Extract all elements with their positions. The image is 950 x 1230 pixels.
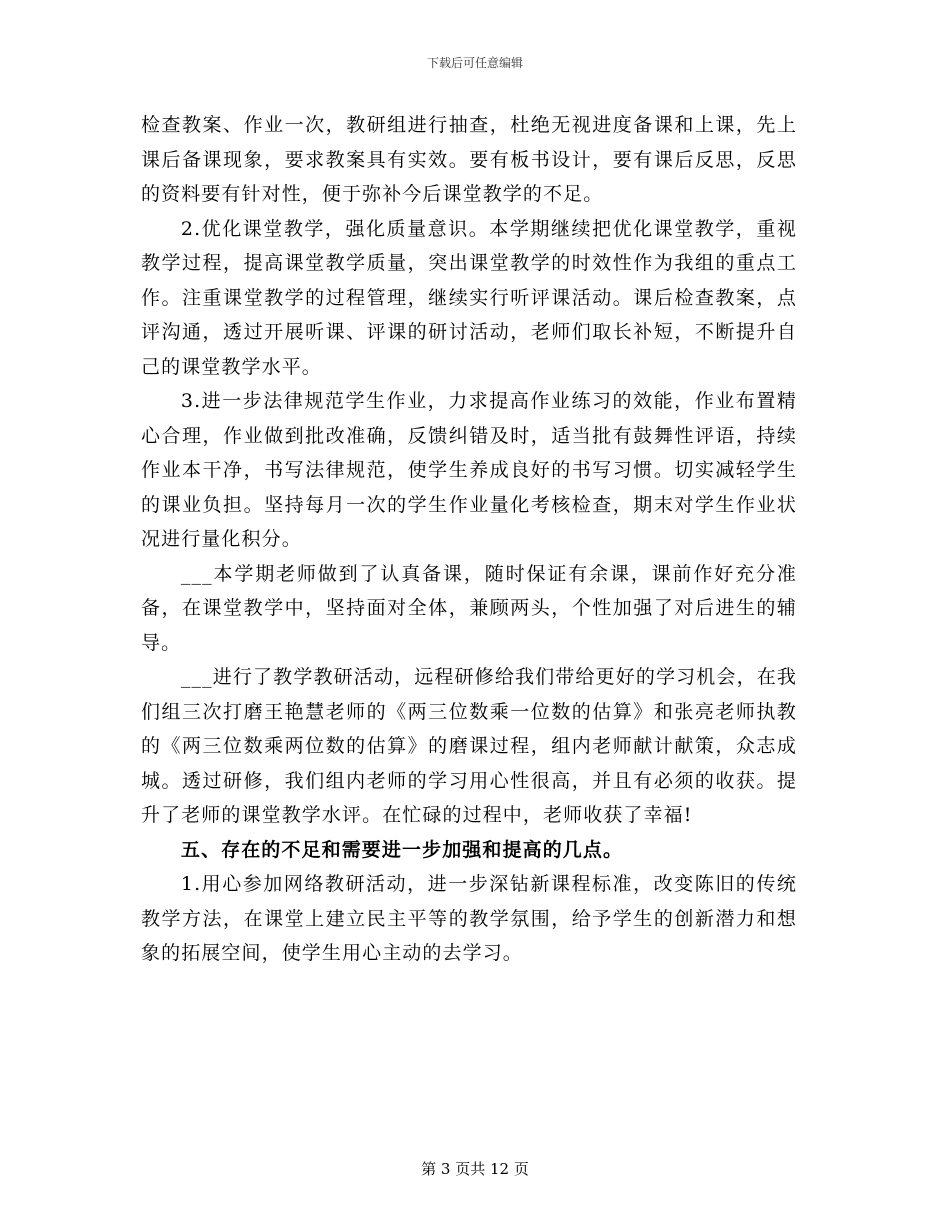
paragraph-lesson-preparation: ___本学期老师做到了认真备课，随时保证有余课，课前作好充分准备，在课堂教学中，坚持面对全体，兼顾两头，个性加强了对后进生的辅导。: [141, 562, 797, 654]
document-body: [141, 108, 797, 971]
paragraph-optimize-teaching: 2.优化课堂教学，强化质量意识。本学期继续把优化课堂教学，重视教学过程，提高课堂教学质量，突出课堂教学的时效性作为我组的重点工作。注重课堂教学的过程管理，继续实行听评课活动。课后检查教案，点评沟通，透过开展听课、评课的研讨活动，老师们取长补短，不断提升自己的课堂教学水平。: [141, 217, 797, 378]
paragraph-lesson-plan-check: 检查教案、作业一次，教研组进行抽查，杜绝无视进度备课和上课，先上课后备课现象，要求教案具有实效。要有板书设计，要有课后反思，反思的资料要有针对性，便于弥补今后课堂教学的不足。: [141, 114, 797, 205]
paragraph-teaching-research: ___进行了教学教研活动，远程研修给我们带给更好的学习机会，在我们组三次打磨王艳慧老师的《两三位数乘一位数的估算》和张亮老师执教的《两三位数乘两位数的估算》的磨课过程，组内老师献计献策，众志成城。透过研修，我们组内老师的学习用心性很高，并且有必须的收获。提升了老师的课堂教学水评。在忙碌的过程中，老师收获了幸福!: [141, 666, 797, 826]
page-number: 第 3 页共 12 页: [421, 1160, 529, 1178]
section-heading-shortcomings: 五、存在的不足和需要进一步加强和提高的几点。: [180, 838, 624, 861]
paragraph-homework-standards: 3.进一步法律规范学生作业，力求提高作业练习的效能，作业布置精心合理，作业做到批改准确，反馈纠错及时，适当批有鼓舞性评语，持续作业本干净，书写法律规范，使学生养成良好的书写习惯。切实减轻学生的课业负担。坚持每月一次的学生作业量化考核检查，期末对学生作业状况进行量化积分。: [141, 390, 797, 550]
paragraph-online-research: 1.用心参加网络教研活动，进一步深钻新课程标准，改变陈旧的传统教学方法，在课堂上建立民主平等的教学氛围，给予学生的创新潜力和想象的拓展空间，使学生用心主动的去学习。: [141, 873, 797, 964]
page-header: 下载后可任意编辑: [426, 56, 523, 70]
